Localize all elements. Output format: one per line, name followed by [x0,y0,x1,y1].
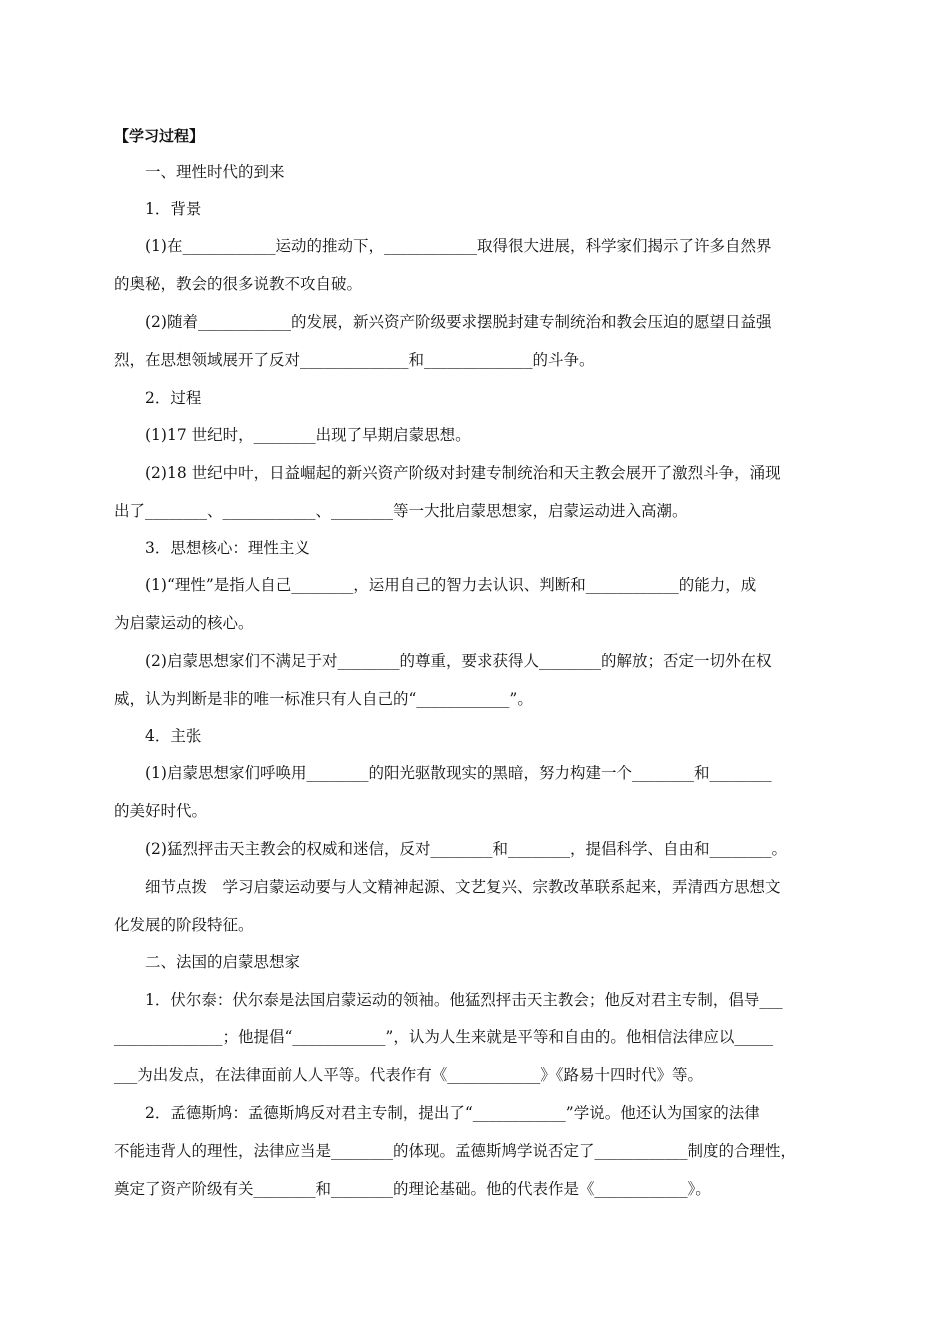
text-line: (1)启蒙思想家们呼唤用________的阳光驱散现实的黑暗，努力构建一个________和________ [145,764,772,782]
subsection-title: 1．背景 [145,200,202,218]
text-line: 不能违背人的理性，法律应当是________的体现。孟德斯鸠学说否定了____________制度的合理性， [114,1142,797,1160]
text-line: (1)17 世纪时，________出现了早期启蒙思想。 [145,426,471,444]
text-line: 的美好时代。 [114,802,208,820]
section-heading: 【学习过程】 [114,127,205,145]
subsection-title: 4．主张 [145,727,202,745]
text-line: (2)猛烈抨击天主教会的权威和迷信，反对________和________，提倡科学、自由和________。 [145,840,787,858]
text-line: 2．孟德斯鸠：孟德斯鸠反对君主专制，提出了“____________”学说。他还认为国家的法律 [145,1104,760,1122]
subsection-title: 3．思想核心：理性主义 [145,539,310,557]
subsection-title: 2．过程 [145,389,202,407]
section-title: 二、法国的启蒙思想家 [145,953,301,971]
text-line: 奠定了资产阶级有关________和________的理论基础。他的代表作是《____________》。 [114,1180,711,1198]
text-line: (2)随着____________的发展，新兴资产阶级要求摆脱封建专制统治和教会压迫的愿望日益强 [145,313,772,331]
text-line: ___为出发点，在法律面前人人平等。代表作有《____________》《路易十四时代》等。 [114,1066,704,1084]
text-line: ______________；他提倡“____________”，认为人生来就是平等和自由的。他相信法律应以_____ [114,1028,774,1046]
text-line: 烈，在思想领域展开了反对______________和______________的斗争。 [114,351,595,369]
detail-tip: 细节点拨 学习启蒙运动要与人文精神起源、文艺复兴、宗教改革联系起来，弄清西方思想文 [145,878,781,896]
text-line: 出了________、____________、________等一大批启蒙思想家，启蒙运动进入高潮。 [114,502,688,520]
text-line: 的奥秘，教会的很多说教不攻自破。 [114,275,363,293]
text-line: 化发展的阶段特征。 [114,916,254,934]
text-line: (1)“理性”是指人自己________，运用自己的智力去认识、判断和____________的能力，成 [145,576,757,594]
text-line: 威，认为判断是非的唯一标准只有人自己的“____________”。 [114,690,533,708]
section-title: 一、理性时代的到来 [145,163,285,181]
text-line: 1．伏尔泰：伏尔泰是法国启蒙运动的领袖。他猛烈抨击天主教会；他反对君主专制，倡导___ [145,991,783,1009]
text-line: (2)启蒙思想家们不满足于对________的尊重，要求获得人________的解放；否定一切外在权 [145,652,772,670]
text-line: (2)18 世纪中叶，日益崛起的新兴资产阶级对封建专制统治和天主教会展开了激烈斗争，涌现 [145,464,781,482]
text-line: (1)在____________运动的推动下，____________取得很大进展，科学家们揭示了许多自然界 [145,237,772,255]
text-line: 为启蒙运动的核心。 [114,614,254,632]
